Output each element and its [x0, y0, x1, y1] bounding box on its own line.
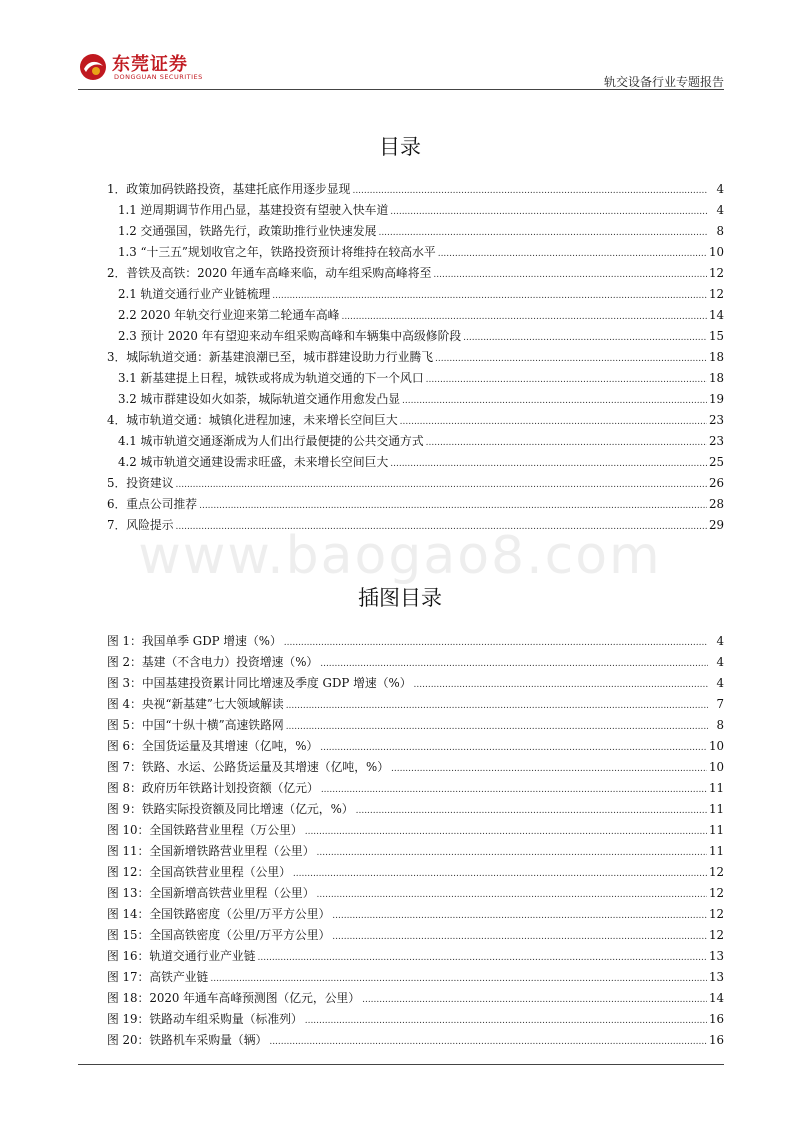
toc-entry-label: 6．重点公司推荐	[107, 497, 198, 511]
leader-dots	[356, 803, 707, 819]
toc-entry-label: 2.3 预计 2020 年有望迎来动车组采购高峰和车辆集中高级修阶段	[118, 329, 462, 343]
toc-entry-page: 28	[708, 497, 724, 511]
toc-entry-page: 15	[708, 329, 724, 343]
figure-entry-page: 7	[716, 697, 724, 711]
logo-mark-icon	[78, 52, 108, 82]
figure-entry-label: 图 1：我国单季 GDP 增速（%）	[107, 634, 282, 648]
figure-entry[interactable]	[107, 717, 724, 733]
figure-entry[interactable]	[107, 927, 724, 943]
figure-entry-page: 11	[708, 844, 724, 858]
leader-dots	[317, 887, 707, 903]
figure-entry-label: 图 9：铁路实际投资额及同比增速（亿元，%）	[107, 802, 354, 816]
report-type: 轨交设备行业专题报告	[603, 75, 724, 89]
toc-entry-page: 26	[708, 476, 724, 490]
toc-entry[interactable]	[118, 307, 724, 323]
leader-dots	[293, 866, 707, 882]
leader-dots	[176, 477, 707, 493]
leader-dots	[305, 824, 707, 840]
figure-entry-label: 图 10：全国铁路营业里程（万公里）	[107, 823, 303, 837]
toc-entry[interactable]	[118, 244, 724, 260]
company-logo	[78, 50, 238, 86]
toc-entry-page: 23	[708, 434, 724, 448]
figure-entry[interactable]	[107, 843, 724, 859]
figure-entry-label: 图 14：全国铁路密度（公里/万平方公里）	[107, 907, 331, 921]
leader-dots	[402, 393, 707, 409]
figure-entry[interactable]	[107, 780, 724, 796]
toc-entry-page: 18	[708, 350, 724, 364]
figure-entry-label: 图 13：全国新增高铁营业里程（公里）	[107, 886, 315, 900]
figure-entry[interactable]	[107, 1032, 724, 1048]
toc-entry-label: 3.2 城市群建设如火如荼，城际轨道交通作用愈发凸显	[118, 392, 401, 406]
figure-entry-label: 图 5：中国“十纵十横”高速铁路网	[107, 718, 284, 732]
leader-dots	[426, 435, 707, 451]
leader-dots	[352, 183, 708, 199]
figure-entry-label: 图 16：轨道交通行业产业链	[107, 949, 256, 963]
leader-dots	[400, 414, 707, 430]
logo-english-name: DONGGUAN SECURITIES	[114, 73, 203, 81]
figure-entry[interactable]	[107, 675, 724, 691]
leader-dots	[286, 698, 708, 714]
header-divider	[78, 89, 724, 90]
leader-dots	[362, 992, 707, 1008]
toc-entry[interactable]	[107, 265, 724, 281]
toc-entry-label: 4．城市轨道交通：城镇化进程加速，未来增长空间巨大	[107, 413, 398, 427]
toc-entry-label: 1.3 “十三五”规划收官之年，铁路投资预计将维持在较高水平	[118, 245, 436, 259]
figure-entry-label: 图 7：铁路、水运、公路货运量及其增速（亿吨，%）	[107, 760, 389, 774]
leader-dots	[176, 519, 707, 535]
toc-entry[interactable]	[107, 496, 724, 512]
figure-entry[interactable]	[107, 654, 724, 670]
leader-dots	[332, 908, 707, 924]
figure-entry-label: 图 3：中国基建投资累计同比增速及季度 GDP 增速（%）	[107, 676, 412, 690]
leader-dots	[433, 267, 707, 283]
toc-entry-label: 3.1 新基建提上日程，城铁或将成为轨道交通的下一个风口	[118, 371, 424, 385]
toc-entry[interactable]	[118, 328, 724, 344]
leader-dots	[269, 1034, 707, 1050]
toc-entry-page: 29	[708, 518, 724, 532]
figure-entry[interactable]	[107, 633, 724, 649]
figure-entry-page: 11	[708, 781, 724, 795]
leader-dots	[341, 309, 707, 325]
toc-entry[interactable]	[118, 454, 724, 470]
figure-entry-label: 图 12：全国高铁营业里程（公里）	[107, 865, 291, 879]
toc-entry[interactable]	[118, 223, 724, 239]
figure-entry-page: 16	[708, 1012, 724, 1026]
toc-entry-label: 7．风险提示	[107, 518, 174, 532]
leader-dots	[258, 950, 707, 966]
toc-entry-label: 1.1 逆周期调节作用凸显，基建投资有望驶入快车道	[118, 203, 389, 217]
figure-entry[interactable]	[107, 822, 724, 838]
leader-dots	[378, 225, 708, 241]
toc-entry-page: 8	[716, 224, 724, 238]
figure-entry[interactable]	[107, 864, 724, 880]
leader-dots	[463, 330, 707, 346]
toc-entry-label: 4.1 城市轨道交通逐渐成为人们出行最便捷的公共交通方式	[118, 434, 424, 448]
watermark: www.baogao8.com	[138, 526, 662, 586]
leader-dots	[317, 845, 707, 861]
toc-entry-page: 4	[716, 203, 724, 217]
figure-entry-page: 13	[708, 970, 724, 984]
toc-entry[interactable]	[118, 433, 724, 449]
figure-entry-page: 11	[708, 823, 724, 837]
figure-entry-page: 13	[708, 949, 724, 963]
leader-dots	[320, 740, 707, 756]
figure-entry-page: 12	[708, 865, 724, 879]
leader-dots	[272, 288, 707, 304]
toc-entry-label: 1．政策加码铁路投资，基建托底作用逐步显现	[107, 182, 351, 196]
figure-entry[interactable]	[107, 759, 724, 775]
figure-entry-page: 11	[708, 802, 724, 816]
leader-dots	[210, 971, 707, 987]
figure-entry[interactable]	[107, 885, 724, 901]
toc-entry-page: 10	[708, 245, 724, 259]
figure-entry-page: 14	[708, 991, 724, 1005]
leader-dots	[390, 456, 707, 472]
figure-entry[interactable]	[107, 906, 724, 922]
logo-chinese-name: 东莞证券	[112, 54, 188, 75]
figure-entry-page: 4	[716, 676, 724, 690]
toc-entry[interactable]	[107, 412, 724, 428]
figure-entry-label: 图 17：高铁产业链	[107, 970, 209, 984]
leader-dots	[426, 372, 707, 388]
toc-entry-page: 19	[708, 392, 724, 406]
leader-dots	[391, 761, 707, 777]
figure-entry-page: 12	[708, 928, 724, 942]
figure-entry[interactable]	[107, 969, 724, 985]
toc-entry-label: 2.1 轨道交通行业产业链梳理	[118, 287, 271, 301]
figure-entry[interactable]	[107, 801, 724, 817]
figure-entry-label: 图 15：全国高铁密度（公里/万平方公里）	[107, 928, 331, 942]
figure-entry-page: 12	[708, 886, 724, 900]
figure-entry[interactable]	[107, 990, 724, 1006]
figure-entry-page: 16	[708, 1033, 724, 1047]
figure-entry[interactable]	[107, 696, 724, 712]
figure-entry-label: 图 11：全国新增铁路营业里程（公里）	[107, 844, 315, 858]
toc-entry[interactable]	[118, 391, 724, 407]
leader-dots	[305, 1013, 707, 1029]
leader-dots	[435, 351, 707, 367]
leader-dots	[286, 719, 708, 735]
toc-entry-page: 12	[708, 287, 724, 301]
leader-dots	[199, 498, 707, 514]
toc-entry[interactable]	[107, 517, 724, 533]
footer-divider	[78, 1064, 724, 1065]
figure-entry[interactable]	[107, 1011, 724, 1027]
figure-list-title: 插图目录	[358, 586, 442, 610]
toc-entry-label: 2．普铁及高铁：2020 年通车高峰来临，动车组采购高峰将至	[107, 266, 432, 280]
toc-entry[interactable]	[118, 286, 724, 302]
toc-entry-label: 3．城际轨道交通：新基建浪潮已至，城市群建设助力行业腾飞	[107, 350, 434, 364]
toc-entry-page: 18	[708, 371, 724, 385]
toc-entry-page: 25	[708, 455, 724, 469]
figure-entry-label: 图 4：央视“新基建”七大领域解读	[107, 697, 284, 711]
page-header	[78, 42, 724, 90]
figure-entry-page: 4	[716, 634, 724, 648]
toc-entry-page: 4	[716, 182, 724, 196]
figure-entry-page: 4	[716, 655, 724, 669]
toc-entry-label: 5．投资建议	[107, 476, 174, 490]
figure-entry-page: 12	[708, 907, 724, 921]
leader-dots	[284, 635, 708, 651]
toc-entry-label: 1.2 交通强国，铁路先行，政策助推行业快速发展	[118, 224, 377, 238]
toc-entry[interactable]	[118, 370, 724, 386]
figure-entry-label: 图 18：2020 年通车高峰预测图（亿元，公里）	[107, 991, 361, 1005]
toc-entry-label: 4.2 城市轨道交通建设需求旺盛，未来增长空间巨大	[118, 455, 389, 469]
figure-entry-page: 10	[708, 739, 724, 753]
figure-entry-label: 图 6：全国货运量及其增速（亿吨，%）	[107, 739, 319, 753]
leader-dots	[321, 782, 707, 798]
figure-entry-page: 10	[708, 760, 724, 774]
toc-entry[interactable]	[118, 202, 724, 218]
toc-entry-page: 12	[708, 266, 724, 280]
toc-entry[interactable]	[107, 475, 724, 491]
toc-entry-label: 2.2 2020 年轨交行业迎来第二轮通车高峰	[118, 308, 340, 322]
figure-entry[interactable]	[107, 948, 724, 964]
toc-title: 目录	[379, 135, 421, 159]
leader-dots	[390, 204, 708, 220]
figure-entry-label: 图 19：铁路动车组采购量（标准列）	[107, 1012, 303, 1026]
toc-entry-page: 23	[708, 413, 724, 427]
toc-entry[interactable]	[107, 181, 724, 197]
figure-entry-label: 图 2：基建（不含电力）投资增速（%）	[107, 655, 319, 669]
toc-entry-page: 14	[708, 308, 724, 322]
leader-dots	[414, 677, 708, 693]
figure-entry-label: 图 20：铁路机车采购量（辆）	[107, 1033, 268, 1047]
leader-dots	[332, 929, 707, 945]
figure-entry-page: 8	[716, 718, 724, 732]
leader-dots	[438, 246, 707, 262]
leader-dots	[320, 656, 708, 672]
figure-entry-label: 图 8：政府历年铁路计划投资额（亿元）	[107, 781, 319, 795]
toc-entry[interactable]	[107, 349, 724, 365]
figure-entry[interactable]	[107, 738, 724, 754]
